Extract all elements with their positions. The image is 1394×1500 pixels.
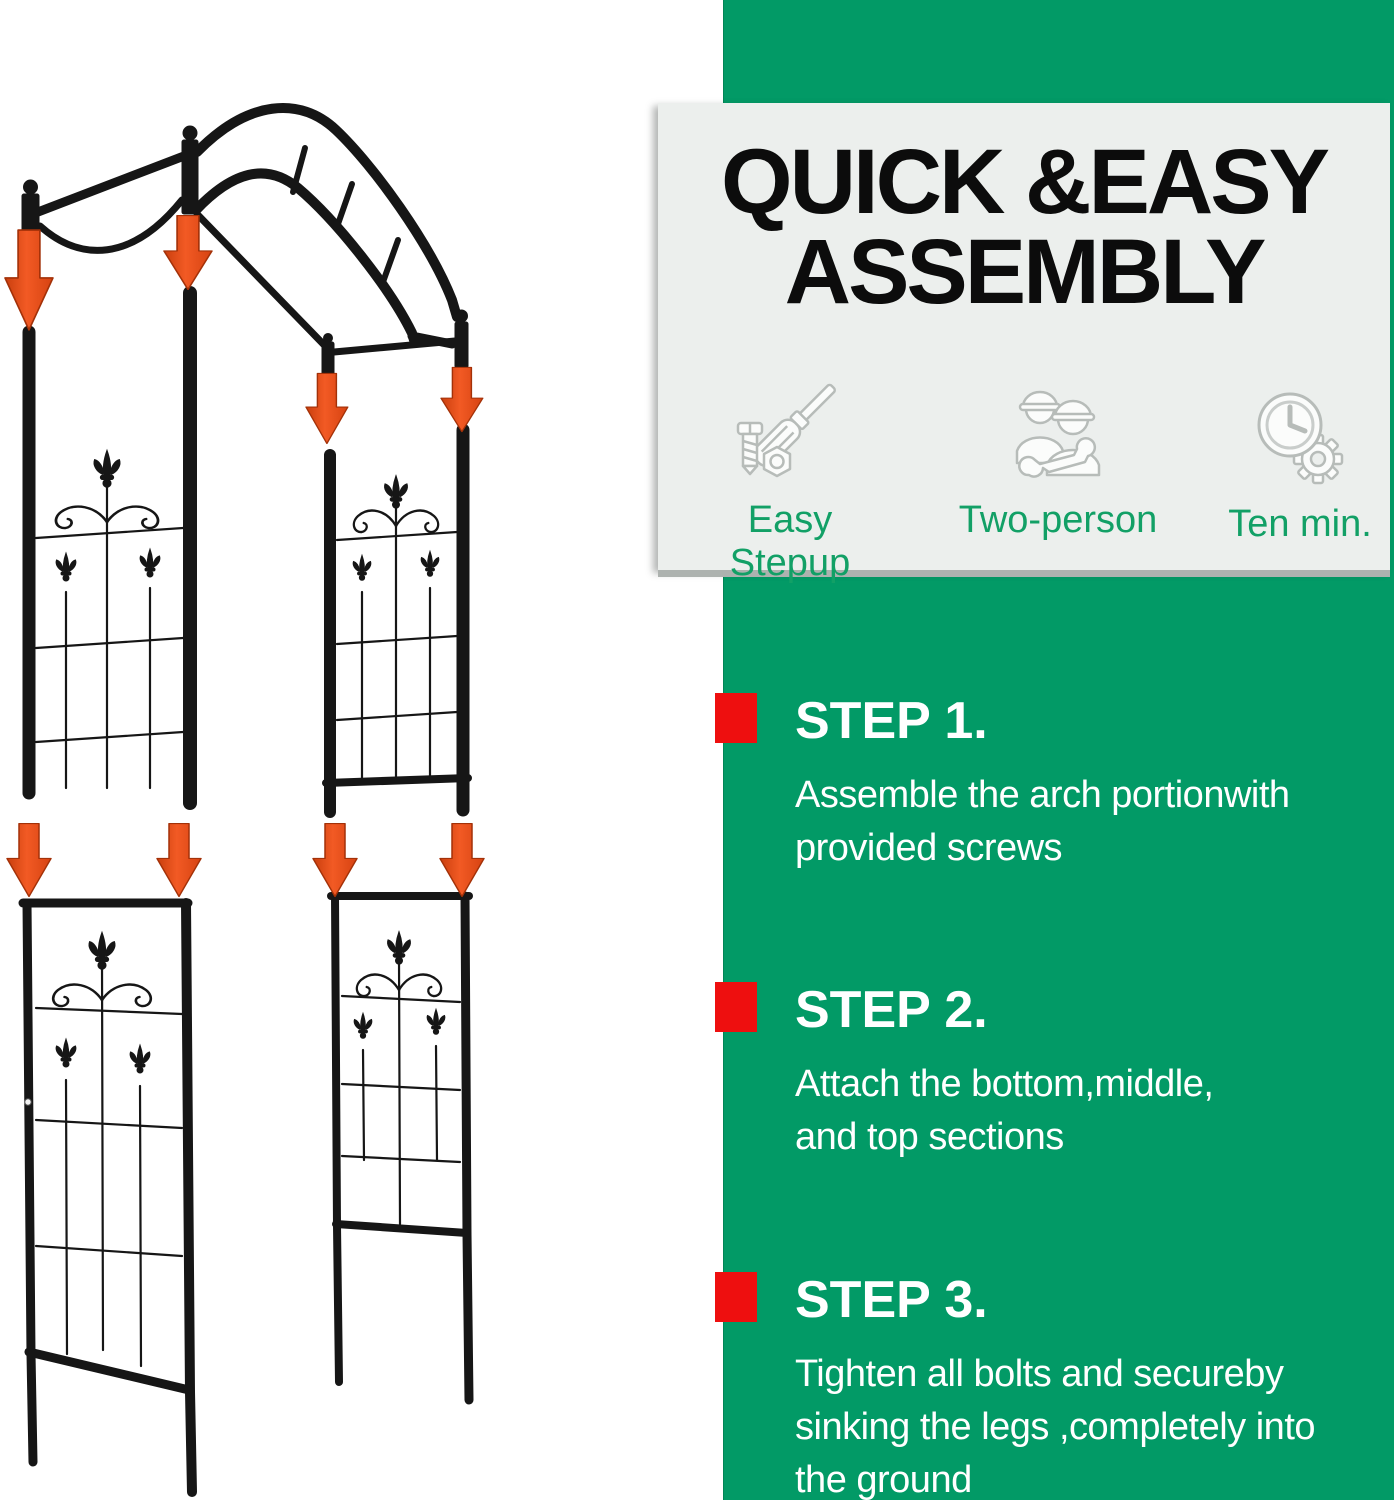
step-1-block xyxy=(715,693,1394,875)
step-3-block xyxy=(715,1272,1394,1500)
feature-easy-setup xyxy=(690,377,890,585)
feature-label: Ten min. xyxy=(1228,503,1372,545)
step-body xyxy=(795,769,1394,875)
step-heading: STEP 3. xyxy=(795,1271,988,1329)
card-title-line2: ASSEMBLY xyxy=(784,221,1264,323)
trellis-bottom-right xyxy=(331,896,469,1400)
step-marker xyxy=(715,693,757,743)
step-body xyxy=(795,1348,1394,1500)
trellis-middle-left xyxy=(29,293,190,803)
ball-finial-post xyxy=(22,180,39,232)
down-arrow-icon xyxy=(306,373,348,443)
step-line: sinking the legs ,completely into xyxy=(795,1406,1316,1448)
down-arrow-icon xyxy=(440,824,484,897)
ball-finial-post xyxy=(455,310,468,368)
card-title xyxy=(658,131,1390,323)
ball-finial-post xyxy=(322,334,334,377)
clock-gear-icon xyxy=(1242,381,1358,493)
down-arrow-icon xyxy=(7,824,51,897)
step-heading: STEP 1. xyxy=(795,692,988,750)
step-heading: STEP 2. xyxy=(795,981,988,1039)
step-line: and top sections xyxy=(795,1116,1064,1158)
feature-two-person xyxy=(958,371,1158,542)
feature-label: Two-person xyxy=(958,499,1158,541)
trellis-bottom-left xyxy=(23,903,192,1492)
bolt-hole xyxy=(25,1099,31,1105)
step-line: Attach the bottom,middle, xyxy=(795,1063,1214,1105)
step-line: Tighten all bolts and secureby xyxy=(795,1353,1284,1395)
down-arrow-icon xyxy=(313,824,357,897)
step-body xyxy=(795,1058,1394,1164)
step-marker xyxy=(715,982,757,1032)
step-line: the ground xyxy=(795,1459,972,1500)
ball-finial-post xyxy=(182,126,198,214)
down-arrow-icon xyxy=(441,367,483,431)
down-arrow-icon xyxy=(157,824,201,897)
step-marker xyxy=(715,1272,757,1322)
assembly-header-card xyxy=(658,103,1390,584)
step-line: provided screws xyxy=(795,827,1063,869)
trellis-middle-right xyxy=(326,430,468,812)
feature-row xyxy=(658,371,1390,584)
tools-icon xyxy=(726,377,854,497)
assembly-arrows xyxy=(5,216,484,897)
two-person-icon xyxy=(993,371,1123,497)
step-line: Assemble the arch portionwith xyxy=(795,774,1290,816)
card-title-line1: QUICK &EASY xyxy=(721,131,1327,233)
down-arrow-icon xyxy=(5,230,53,330)
step-2-block xyxy=(715,982,1394,1164)
feature-ten-min xyxy=(1200,381,1394,546)
feature-label: Easy Stepup xyxy=(729,499,851,584)
arch-top-frame xyxy=(22,108,468,376)
